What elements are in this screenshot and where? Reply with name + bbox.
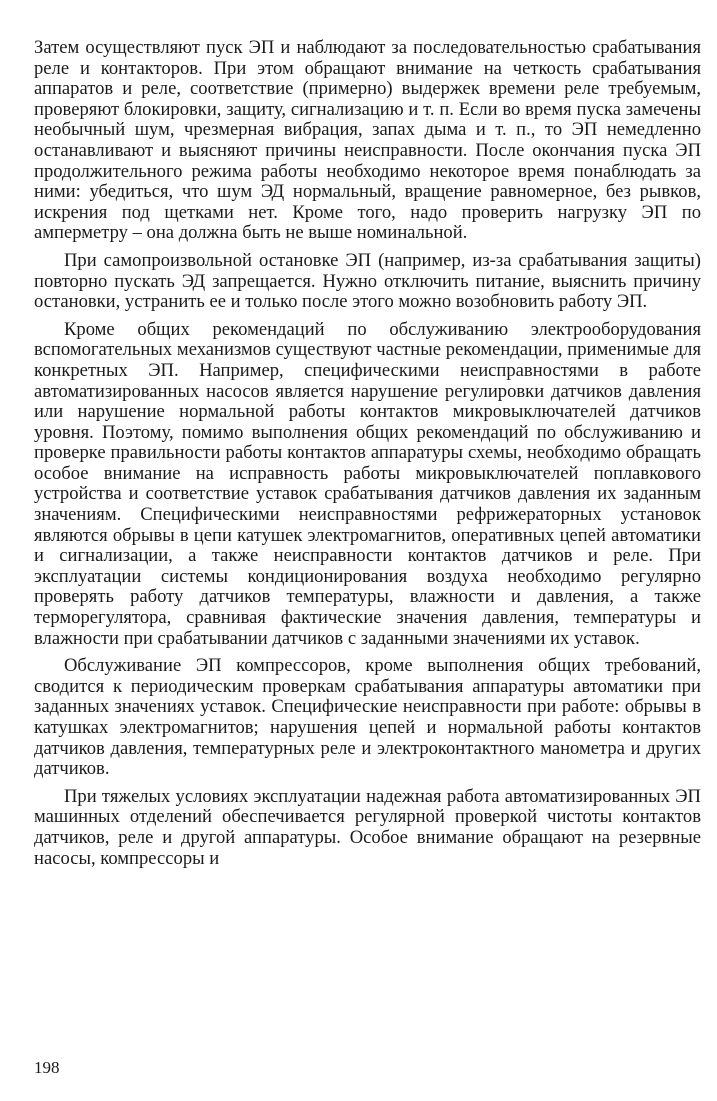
paragraph-2: При самопроизвольной остановке ЭП (например, из-за срабатывания защиты) повторно пускать ЭД запрещается. Нужно отключить питание, выяснить причину остановки, устранить ее и только после этого можно возобновить работу ЭП.	[34, 249, 701, 313]
paragraph-5: При тяжелых условиях эксплуатации надежная работа автоматизированных ЭП машинных отделений обеспечивается регулярной проверкой чистоты контактов датчиков, реле и другой аппаратуры. Особое внимание обращают на резервные насосы, компрессоры и	[34, 785, 701, 869]
page-body	[34, 38, 701, 876]
paragraph-3: Кроме общих рекомендаций по обслуживанию электрооборудования вспомогательных механизмов существуют частные рекомендации, применимые для конкретных ЭП. Например, специфическими неисправностями в работе автоматизированных насосов является нарушение регулировки датчиков давления или нарушение нормальной работы контактов микровыключателей датчиков уровня. Поэтому, помимо выполнения общих рекомендаций по обслуживанию и проверке правильности работы контактов аппаратуры схемы, необходимо обращать особое внимание на исправность работы микровыключателей поплавкового устройства и соответствие уставок срабатывания датчиков давления их заданным значениям. Специфическими неисправностями рефрижераторных установок являются обрывы в цепи катушек электромагнитов, оперативных цепей автоматики и сигнализации, а также неисправности контактов датчиков и реле. При эксплуатации системы кондиционирования воздуха необходимо регулярно проверять работу датчиков температуры, влажности и давления, а также терморегулятора, сравнивая фактические значения давления, температуры и влажности при срабатывании датчиков с заданными значениями их уставок.	[34, 318, 701, 649]
paragraph-4: Обслуживание ЭП компрессоров, кроме выполнения общих требований, сводится к периодическим проверкам срабатывания аппаратуры автоматики при заданных значениях уставок. Специфические неисправности при работе: обрывы в катушках электромагнитов; нарушения цепей и нормальной работы контактов датчиков давления, температурных реле и электроконтактного манометра и других датчиков.	[34, 655, 701, 780]
page-number: 198	[34, 1058, 60, 1077]
paragraph-1: Затем осуществляют пуск ЭП и наблюдают за последовательностью срабатывания реле и контакторов. При этом обращают внимание на четкость срабатывания аппаратов и реле, соответствие (примерно) выдержек времени реле требуемым, проверяют блокировки, защиту, сигнализацию и т. п. Если во время пуска замечены необычный шум, чрезмерная вибрация, запах дыма и т. п., то ЭП немедленно останавливают и выясняют причины неисправности. После окончания пуска ЭП продолжительного режима работы необходимо некоторое время понаблюдать за ними: убедиться, что шум ЭД нормальный, вращение равномерное, без рывков, искрения под щетками нет. Кроме того, надо проверить нагрузку ЭП по амперметру – она должна быть не выше номинальной.	[34, 37, 701, 244]
